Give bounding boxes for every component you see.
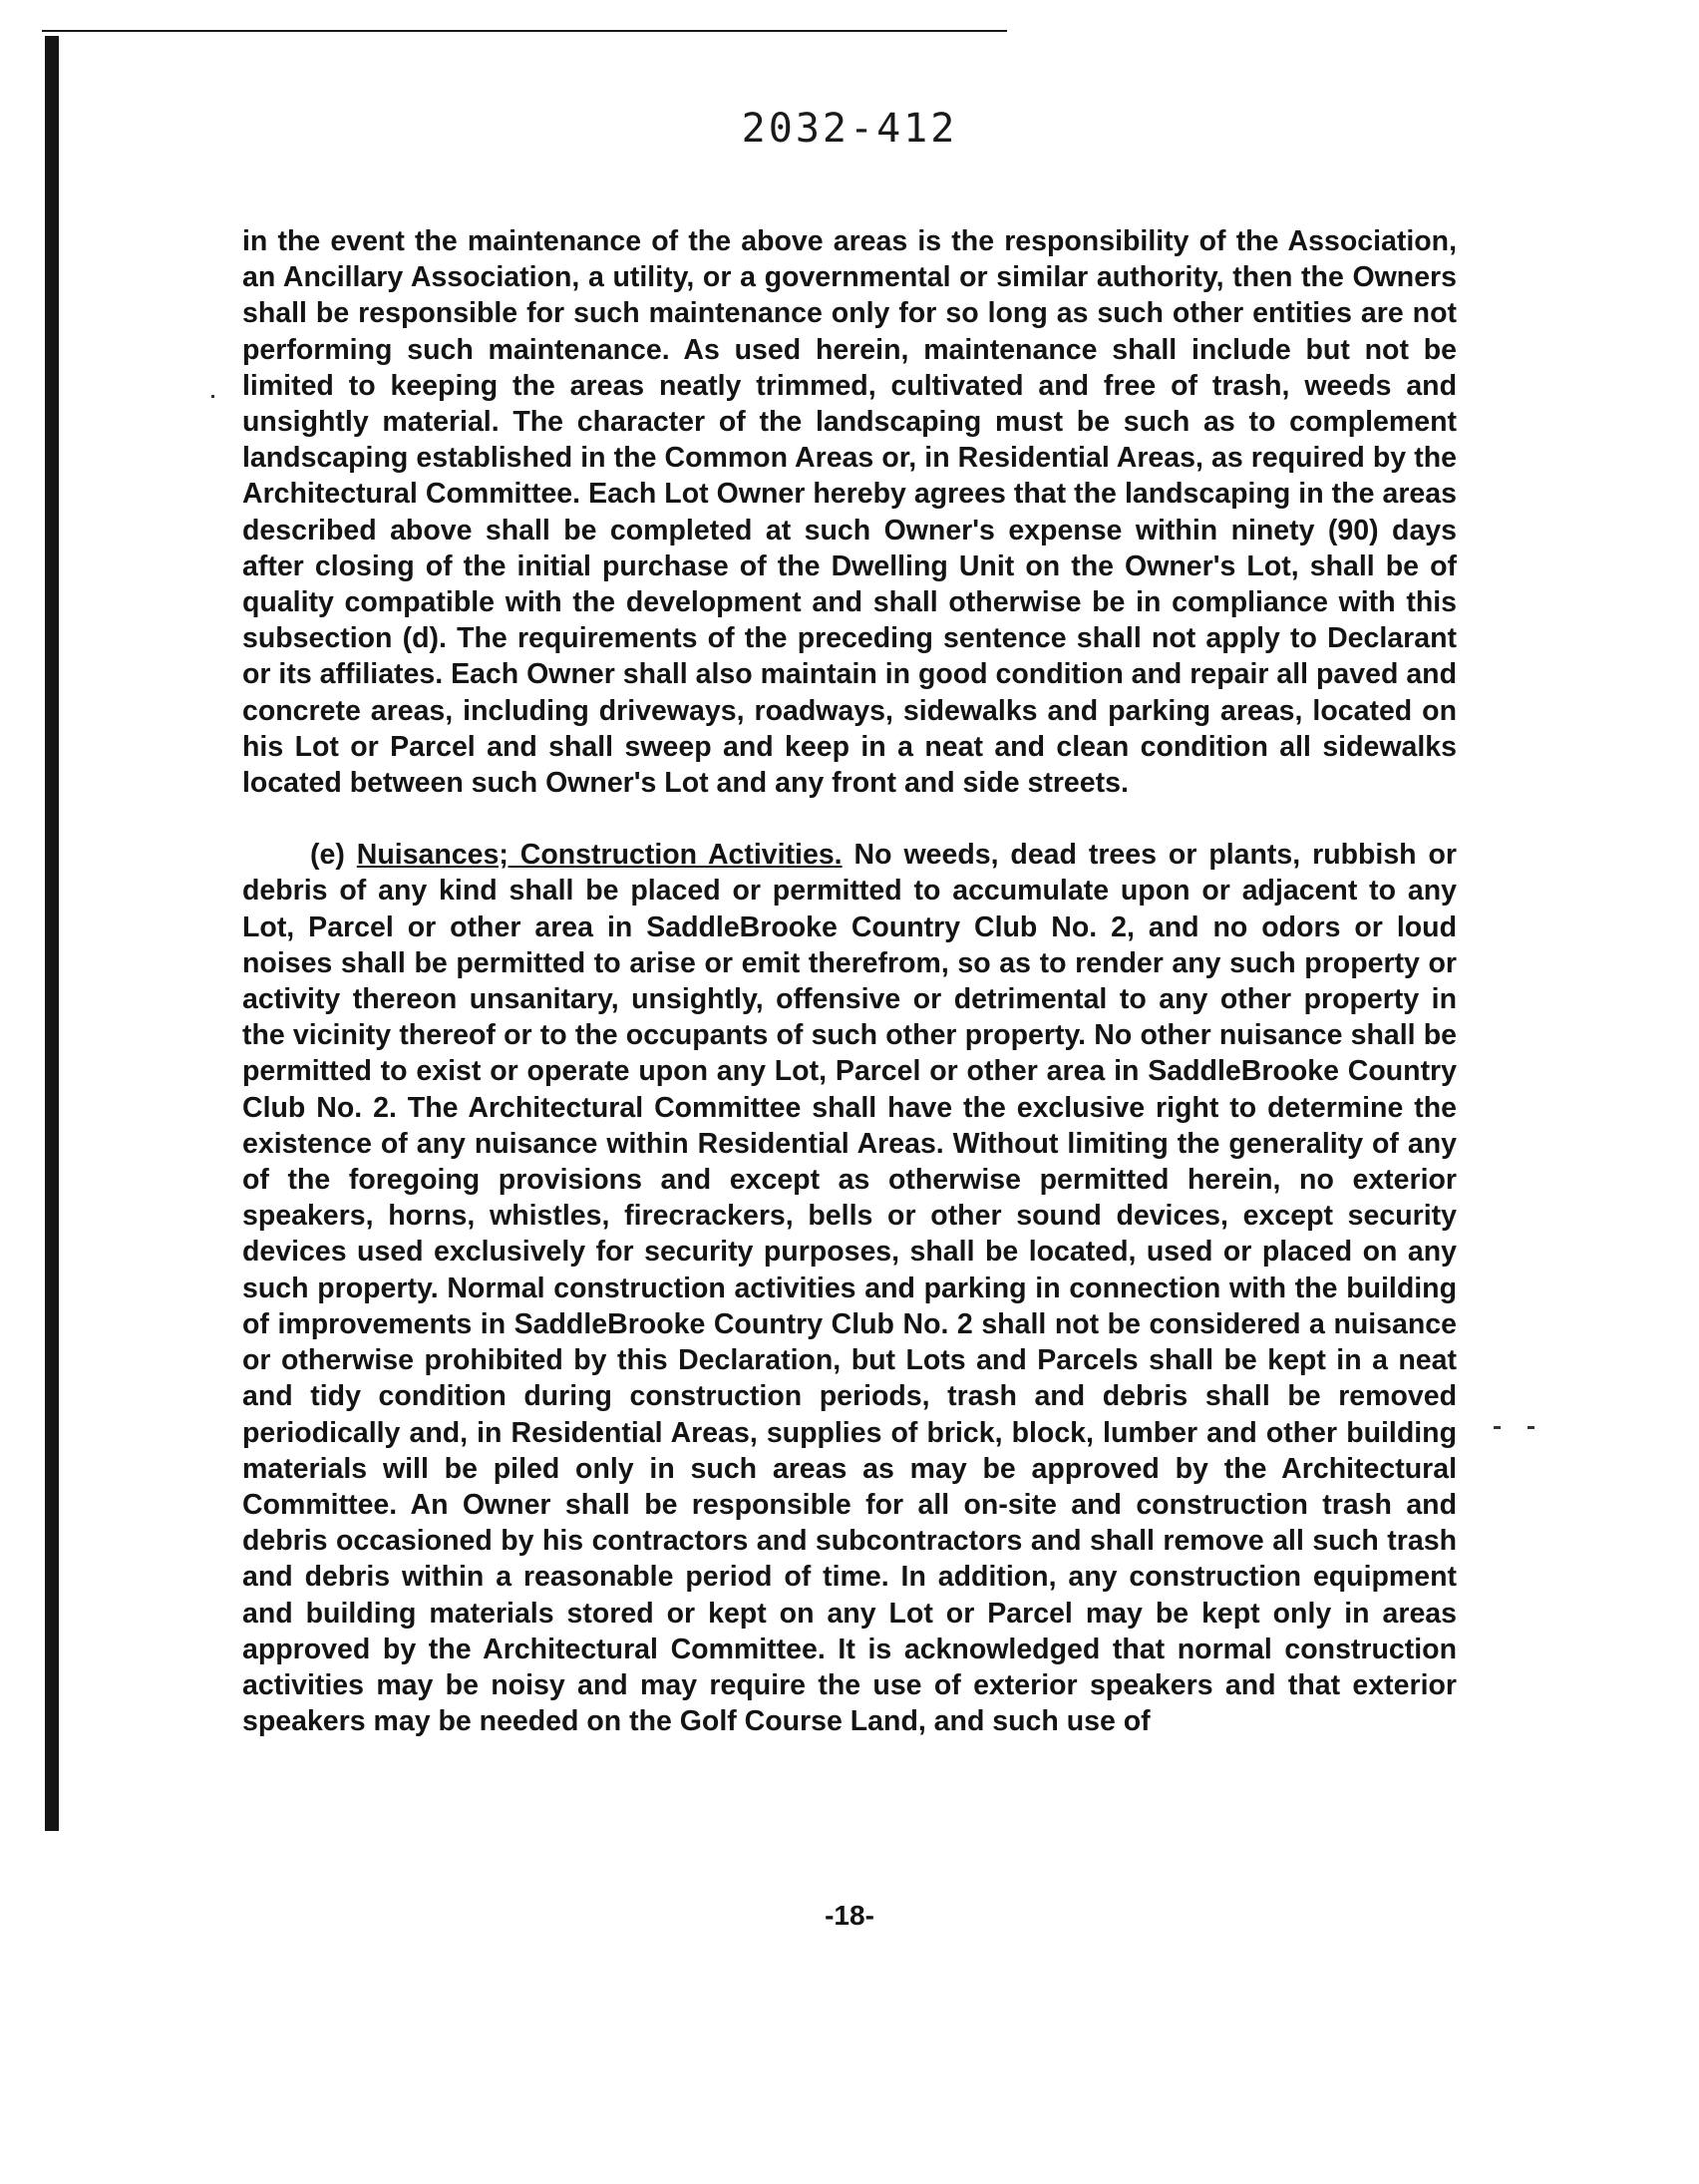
paragraph-section-e bbox=[242, 837, 1457, 1739]
document-number: 2032-412 bbox=[741, 106, 958, 152]
scan-edge-top-line bbox=[42, 30, 1007, 32]
section-e-heading: Nuisances; Construction Activities. bbox=[356, 839, 843, 872]
document-body bbox=[242, 223, 1457, 1739]
scan-speck bbox=[1528, 1426, 1534, 1429]
scan-speck bbox=[1494, 1426, 1501, 1429]
section-e-marker: (e) bbox=[310, 839, 345, 872]
paragraph-maintenance: in the event the maintenance of the above areas is the responsibility of the Association, an Ancillary Association, a utility, or a governmental or similar authority, then the Owners shall be responsible for such maintenance only for so long as such other entities are not performing such maintenance. As used herein, maintenance shall include but not be limited to keeping the areas neatly trimmed, cultivated and free of trash, weeds and unsightly material. The character of the landscaping must be such as to complement landscaping established in the Common Areas or, in Residential Areas, as required by the Architectural Committee. Each Lot Owner hereby agrees that the landscaping in the areas described above shall be completed at such Owner's expense within ninety (90) days after closing of the initial purchase of the Dwelling Unit on the Owner's Lot, shall be of quality compatible with the development and shall otherwise be in compliance with this subsection (d). The requirements of the preceding sentence shall not apply to Declarant or its affiliates. Each Owner shall also maintain in good condition and repair all paved and concrete areas, including driveways, roadways, sidewalks and parking areas, located on his Lot or Parcel and shall sweep and keep in a neat and clean condition all sidewalks located between such Owner's Lot and any front and side streets. bbox=[242, 225, 1457, 800]
scan-speck bbox=[211, 395, 214, 398]
section-e-body: No weeds, dead trees or plants, rubbish or debris of any kind shall be placed or permitted to accumulate upon or adjacent to any Lot, Parcel or other area in SaddleBrooke Country Club No. 2, and no odors or loud noises shall be permitted to arise or emit therefrom, so as to render any such property or activity thereon unsanitary, unsightly, offensive or detrimental to any other property in the vicinity thereof or to the occupants of such other property. No other nuisance shall be permitted to exist or operate upon any Lot, Parcel or other area in SaddleBrooke Country Club No. 2. The Architectural Committee shall have the exclusive right to determine the existence of any nuisance within Residential Areas. Without limiting the generality of any of the foregoing provisions and except as otherwise permitted herein, no exterior speakers, horns, whistles, firecrackers, bells or other sound devices, except security devices used exclusively for security purposes, shall be located, used or placed on any such property. Normal construction activities and parking in connection with the building of improvements in SaddleBrooke Country Club No. 2 shall not be considered a nuisance or otherwise prohibited by this Declaration, but Lots and Parcels shall be kept in a neat and tidy condition during construction periods, trash and debris shall be removed periodically and, in Residential Areas, supplies of brick, block, lumber and other building materials will be piled only in such areas as may be approved by the Architectural Committee. An Owner shall be responsible for all on-site and construction trash and debris occasioned by his contractors and subcontractors and shall remove all such trash and debris within a reasonable period of time. In addition, any construction equipment and building materials stored or kept on any Lot or Parcel may be kept only in areas approved by the Architectural Committee. It is acknowledged that normal construction activities may be noisy and may require the use of exterior speakers and that exterior speakers may be needed on the Golf Course Land, and such use of bbox=[242, 839, 1458, 1738]
page-number: -18- bbox=[825, 1900, 874, 1931]
scan-edge-left-bar bbox=[45, 36, 59, 1831]
